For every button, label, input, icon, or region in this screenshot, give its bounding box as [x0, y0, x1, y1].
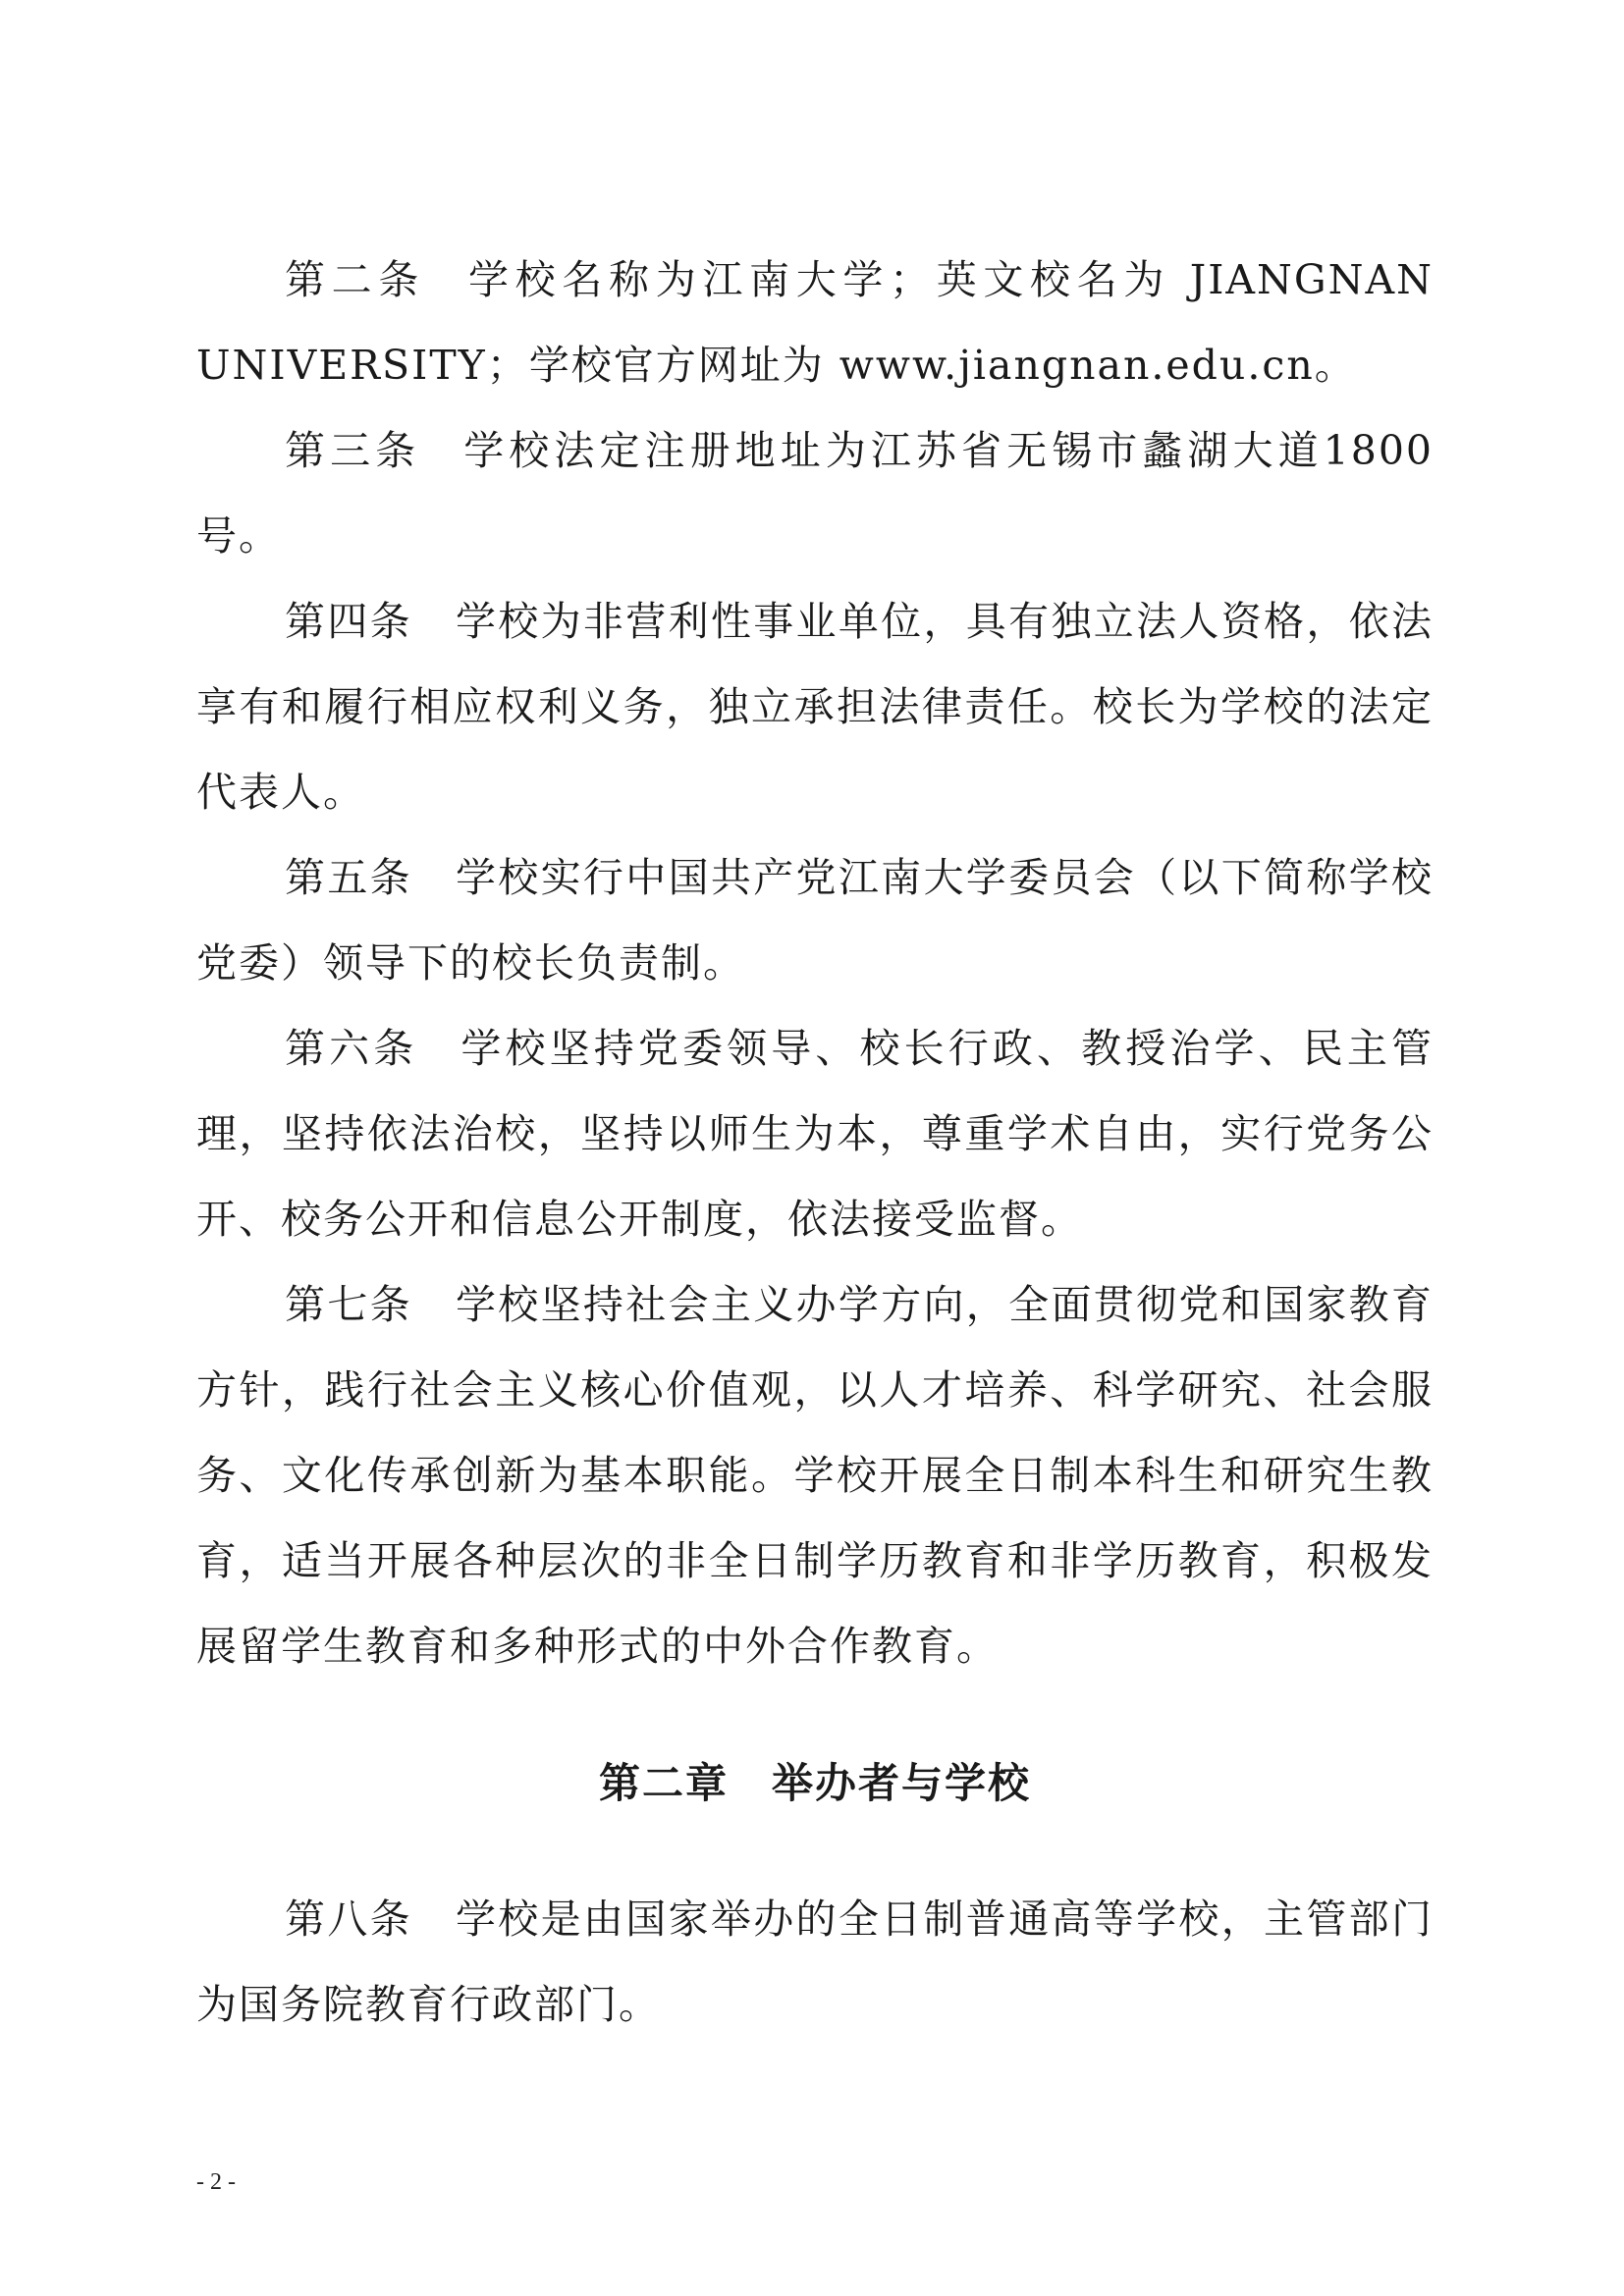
- article-text: 学校坚持党委领导、校长行政、教授治学、民主管理，坚持依法治校，坚持以师生为本，尊重学术自由，实行党务公开、校务公开和信息公开制度，依法接受监督。: [196, 1025, 1434, 1243]
- document-body: [196, 238, 1434, 2048]
- article-text: 学校是由国家举办的全日制普通高等学校，主管部门为国务院教育行政部门。: [196, 1896, 1435, 2028]
- article-number: 第四条: [285, 598, 412, 645]
- article-text: 学校名称为江南大学；英文校名为 JIANGNAN UNIVERSITY；学校官方网址为 www.jiangnan.edu.cn。: [196, 256, 1434, 389]
- chapter-heading: [196, 1740, 1434, 1826]
- article-8: [196, 1877, 1434, 2048]
- article-number: 第八条: [285, 1896, 412, 1943]
- article-number: 第六条: [285, 1025, 418, 1072]
- article-3: [196, 408, 1434, 579]
- article-number: 第三条: [285, 427, 421, 474]
- article-text: 学校坚持社会主义办学方向，全面贯彻党和国家教育方针，践行社会主义核心价值观，以人才培养、科学研究、社会服务、文化传承创新为基本职能。学校开展全日制本科生和研究生教育，适当开展各种层次的非全日制学历教育和非学历教育，积极发展留学生教育和多种形式的中外合作教育。: [196, 1281, 1435, 1670]
- chapter-number: 第二章: [598, 1759, 729, 1807]
- article-4: [196, 579, 1434, 835]
- article-7: [196, 1262, 1434, 1689]
- chapter-title: 举办者与学校: [772, 1759, 1032, 1807]
- page-number: - 2 -: [196, 2169, 236, 2195]
- article-6: [196, 1006, 1434, 1262]
- article-5: [196, 835, 1434, 1006]
- article-2: [196, 238, 1434, 408]
- article-number: 第七条: [285, 1281, 412, 1328]
- article-text: 学校为非营利性事业单位，具有独立法人资格，依法享有和履行相应权利义务，独立承担法律责任。校长为学校的法定代表人。: [196, 598, 1435, 816]
- article-text: 学校法定注册地址为江苏省无锡市蠡湖大道1800号。: [196, 427, 1435, 560]
- article-text: 学校实行中国共产党江南大学委员会（以下简称学校党委）领导下的校长负责制。: [196, 854, 1435, 987]
- article-number: 第五条: [285, 854, 412, 901]
- article-number: 第二条: [285, 256, 426, 303]
